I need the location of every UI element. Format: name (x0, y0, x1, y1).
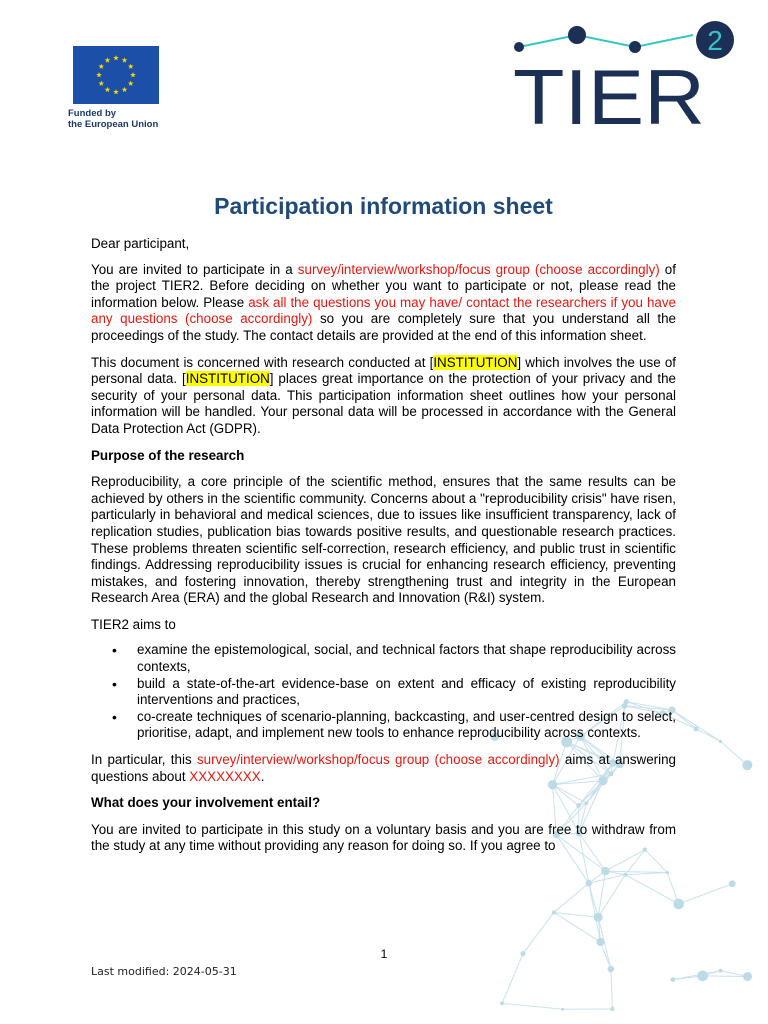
network-node (585, 880, 592, 887)
network-node (693, 726, 698, 731)
eu-caption: Funded by the European Union (68, 108, 159, 130)
placeholder-text: XXXXXXXX (189, 768, 261, 784)
eu-funding-logo (68, 46, 168, 130)
network-node (729, 880, 736, 887)
network-node (742, 760, 752, 770)
network-link (673, 971, 721, 980)
tier2-network-line-icon (514, 26, 693, 53)
network-link (672, 710, 720, 741)
placeholder-text: survey/interview/workshop/focus group (choose accordingly) (297, 261, 660, 277)
network-node (594, 913, 603, 922)
paragraph-purpose: Reproducibility, a core principle of the scientific method, ensures that the same results can be achieved by others in the scientific community. Concerns about a "reproducibility crisis" have risen, particularly in behavioral and medical sciences, due to issues like insufficient transparency, lack of replication studies, publication bias towards positive results, and questionable research practices. These problems threaten scientific self-correction, research efficiency, and public trust in scientific findings. Addressing reproducibility issues is crucial for enhancing research efficiency, preventing mistakes, and fostering innovation, thereby strengthening trust and integrity in the European Research Area (ERA) and the global Research and Innovation (R&I) system. (91, 474, 676, 606)
network-node (596, 938, 604, 946)
section-heading-involvement: What does your involvement entail? (91, 795, 321, 811)
network-link (679, 884, 733, 904)
tier2-wordmark: TIER (513, 53, 705, 130)
network-link (554, 883, 589, 912)
last-modified-footer: Last modified: 2024-05-31 (91, 965, 237, 978)
page-title: Participation information sheet (214, 193, 553, 219)
network-link (611, 969, 613, 1009)
network-node (719, 969, 723, 973)
network-node (610, 1007, 615, 1012)
network-node (670, 977, 675, 982)
network-link (502, 954, 523, 1004)
document-body (91, 193, 676, 865)
tier2-badge-number: 2 (707, 25, 723, 56)
paragraph-data-protection: This document is concerned with research conducted at [INSTITUTION] which involves the use of personal data. [INSTITUTION] places great importance on the protection of your privacy and the security of your personal data. This participation information sheet outlines how your personal information will be handled. Your personal data will be processed in accordance with the General Data Protection Act (GDPR). (91, 354, 676, 436)
eu-flag-icon (73, 46, 159, 104)
paragraph-involvement: You are invited to participate in this study on a voluntary basis and you are free to withdraw from the study at any time without providing any reason for doing so. If you agree to (91, 821, 676, 854)
section-heading-purpose: Purpose of the research (91, 447, 245, 463)
network-node (623, 873, 627, 877)
list-item: • examine the epistemological, social, and technical factors that shape reproducibility across contexts, (91, 642, 676, 675)
greeting: Dear participant, (91, 236, 190, 251)
network-node (561, 1008, 564, 1011)
paragraph-study-focus: In particular, this survey/interview/workshop/focus group (choose accordingly) aims at answering questions about XXXXXXXX. (91, 752, 676, 784)
placeholder-text: ask all the questions you may have/ contact the researchers if you have any questions (choose accordingly) (91, 294, 676, 327)
list-item: • build a state-of-the-art evidence-base on extent and efficacy of existing reproducibility interventions and practices, (91, 676, 676, 709)
highlighted-placeholder: INSTITUTION (185, 371, 270, 387)
network-node (743, 972, 752, 981)
network-node (719, 740, 722, 743)
network-link (696, 729, 721, 742)
aims-list (91, 642, 676, 742)
network-node (601, 867, 609, 875)
page-number: 1 (380, 947, 388, 961)
network-link (625, 875, 678, 904)
network-node (673, 899, 684, 910)
network-link (721, 741, 748, 765)
tier2-logo (505, 18, 745, 130)
network-link (598, 871, 605, 917)
network-link (502, 1003, 563, 1009)
network-node (697, 970, 708, 981)
highlighted-placeholder: INSTITUTION (433, 354, 518, 370)
network-node (552, 910, 556, 914)
network-link (589, 883, 598, 917)
paragraph-invitation: You are invited to participate in a survey/interview/workshop/focus group (choose accordingly) of the project TIER2. Before deciding on whether you want to participate or not, please read the information below. Please ask all the questions you may have/ contact the researchers if you have any questions (choose accordingly) so you are completely sure that you understand all the proceedings of the study. The contact details are provided at the end of this information sheet. (91, 261, 676, 343)
list-item: • co-create techniques of scenario-planning, backcasting, and user-centred design to select, prioritise, adapt, and implement new tools to enhance reproducibility across contexts. (91, 709, 676, 742)
placeholder-text: survey/interview/workshop/focus group (choose accordingly) (196, 752, 560, 768)
network-node (500, 1001, 504, 1005)
network-link (703, 976, 748, 977)
aims-intro: TIER2 aims to (91, 616, 176, 632)
network-link (598, 875, 625, 918)
network-node (608, 966, 615, 973)
network-node (666, 871, 669, 874)
